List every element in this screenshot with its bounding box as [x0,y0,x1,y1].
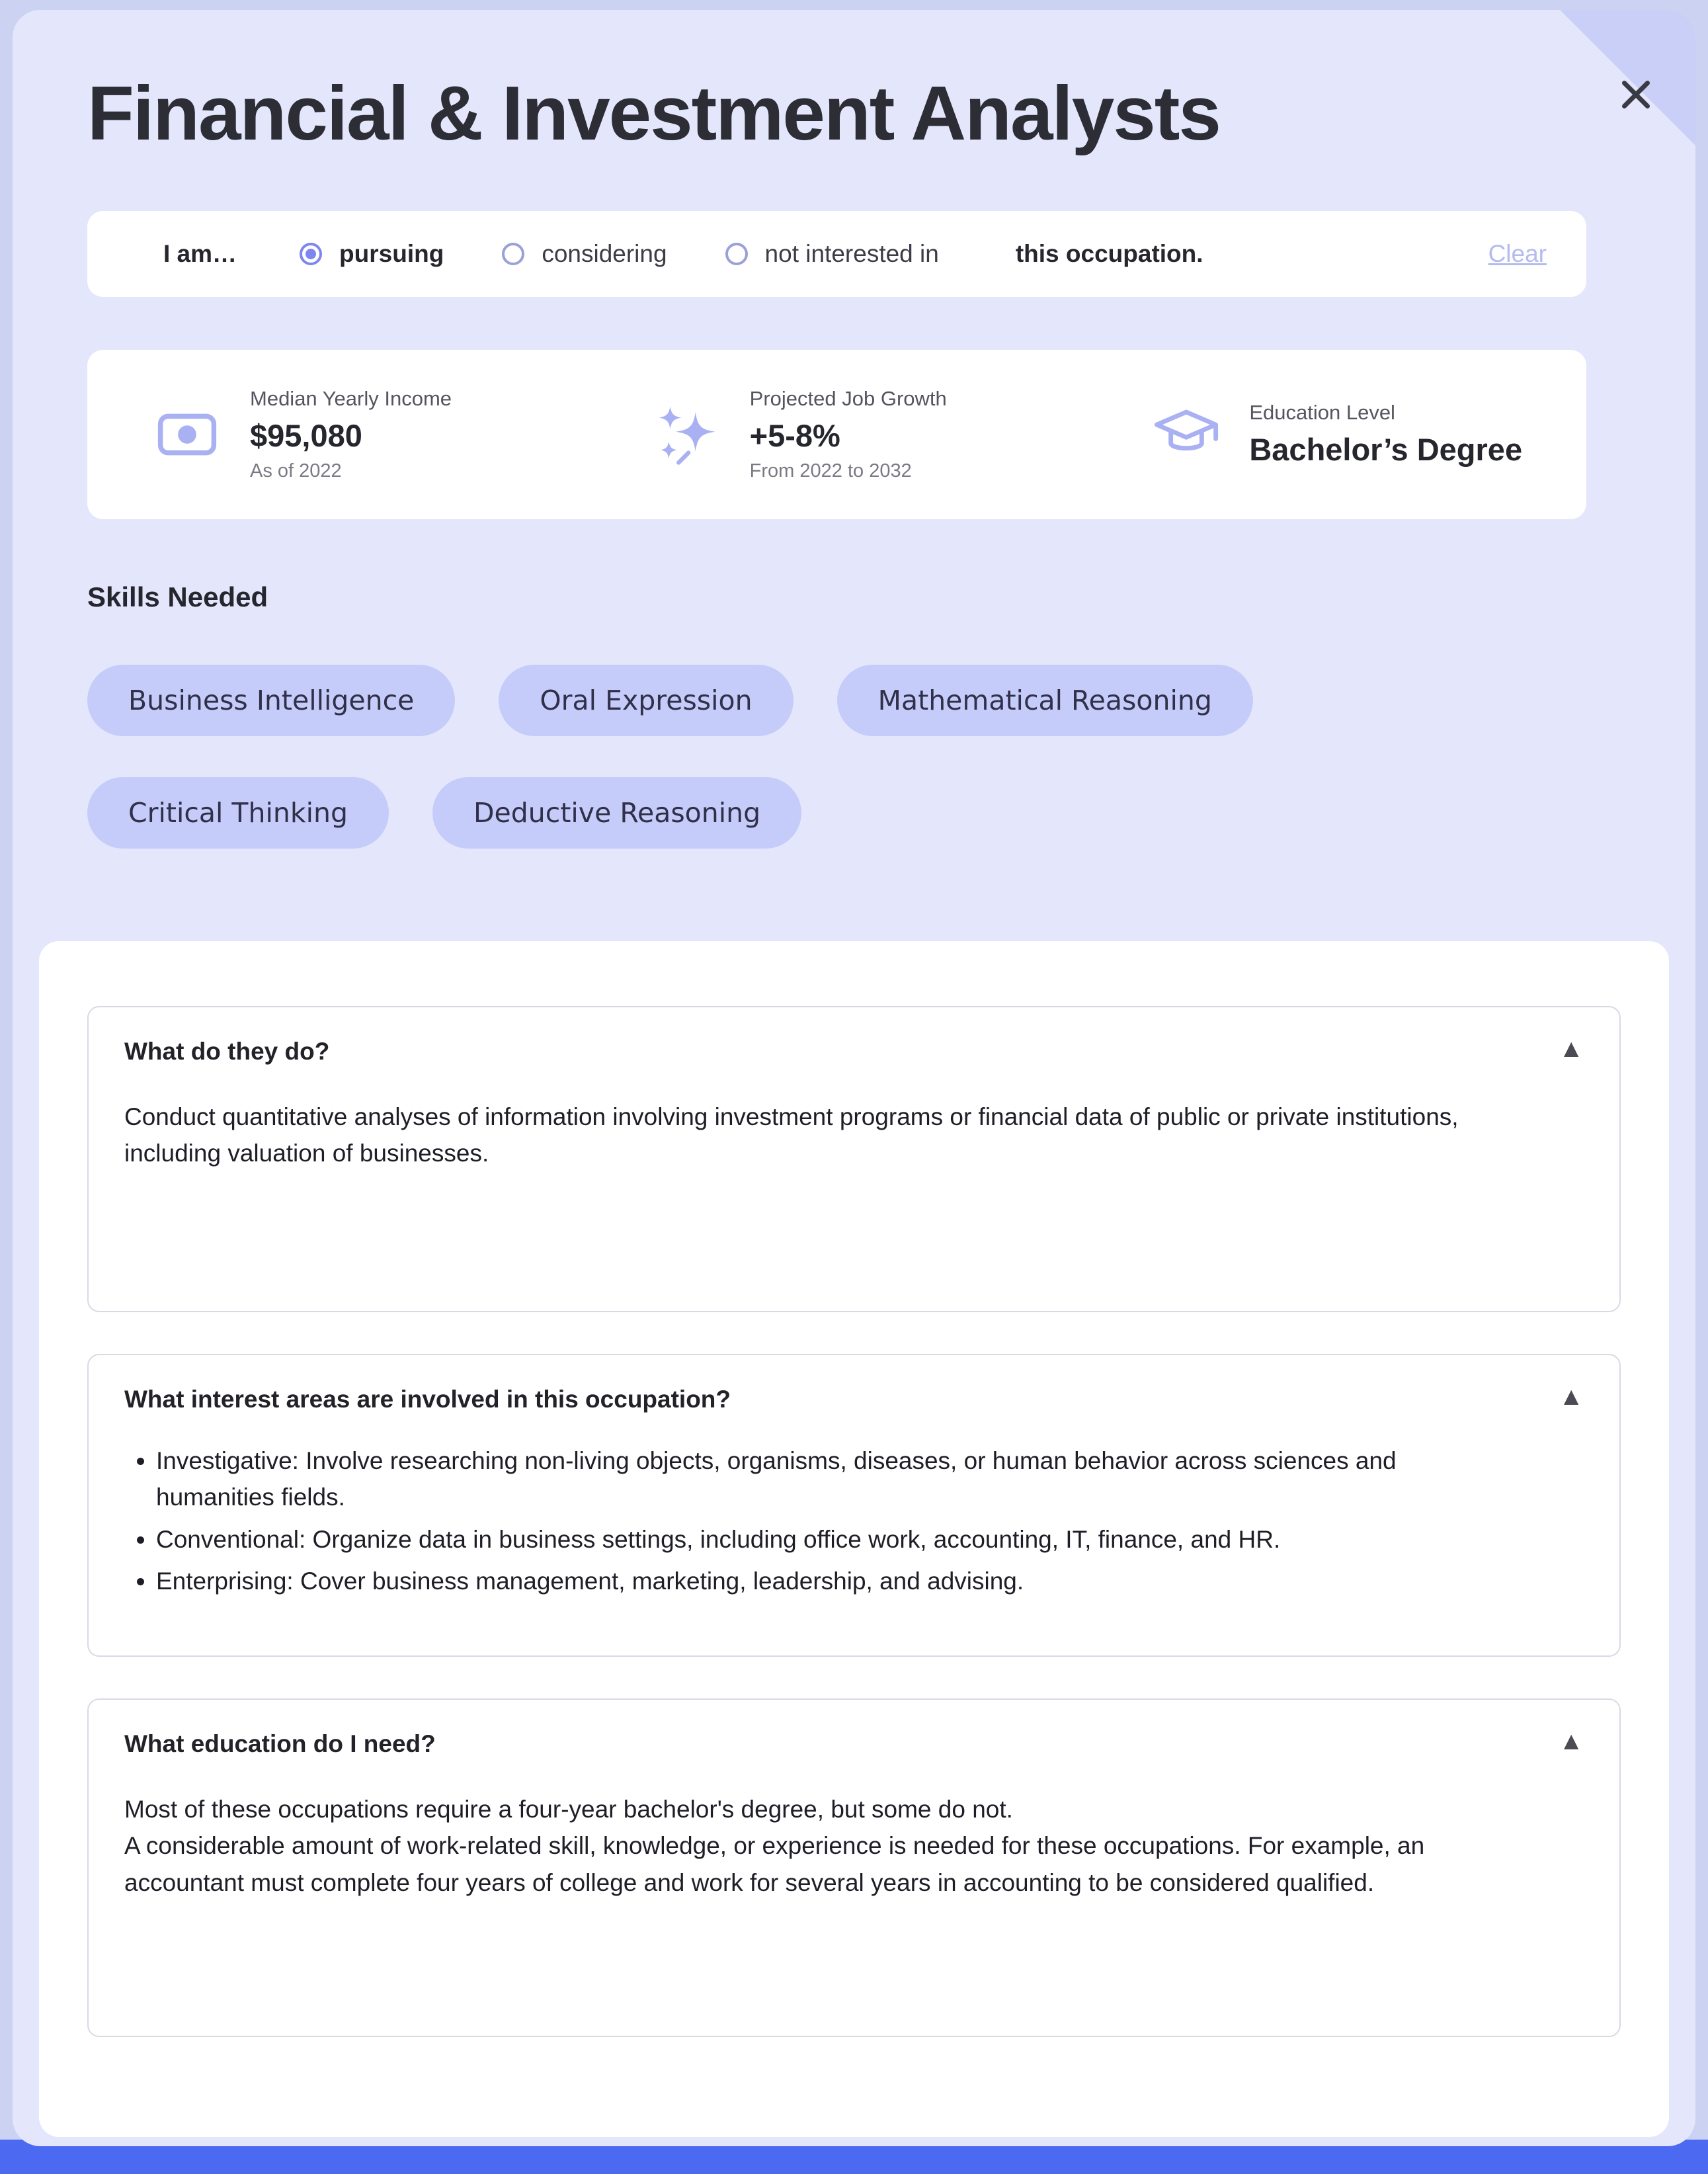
radio-option-considering[interactable] [502,240,667,268]
stat-text [750,387,947,482]
collapse-icon: ▲ [1559,1727,1584,1755]
skill-pill: Deductive Reasoning [432,777,801,849]
graduation-cap-icon [1153,401,1220,468]
interest-selector-bar [87,211,1586,297]
radio-unselected-icon [725,243,748,265]
stat-value: $95,080 [250,417,362,453]
interest-prefix: I am… [163,239,237,267]
section-what-do-they-do [87,1006,1621,1312]
occupation-detail-modal [13,10,1695,2146]
collapse-icon: ▲ [1559,1382,1584,1411]
stats-card [87,350,1586,519]
skills-list-row-2 [87,777,1586,849]
skill-pill: Mathematical Reasoning [837,665,1253,736]
section-paragraph: Most of these occupations require a four-year bachelor's degree, but some do not. [124,1795,1013,1823]
radio-option-label: pursuing [339,239,444,267]
clear-link[interactable]: Clear [1488,239,1547,267]
section-heading: What do they do? [124,1037,330,1065]
close-button[interactable] [1617,76,1654,113]
details-panel [39,941,1669,2137]
skills-heading: Skills Needed [87,581,268,612]
section-bullet-list [124,1442,1493,1600]
section-paragraphs [124,1791,1493,1902]
skill-pill: Critical Thinking [87,777,389,849]
interest-suffix: this occupation. [1015,239,1203,267]
section-header [124,1727,1584,1758]
stat-label: Education Level [1249,401,1395,425]
section-education-needed [87,1698,1621,2037]
skill-pill: Business Intelligence [87,665,455,736]
collapse-button[interactable] [1559,1384,1584,1409]
stat-label: Projected Job Growth [749,386,947,410]
stat-text [250,387,452,482]
section-header [124,1034,1584,1066]
radio-option-not-interested[interactable] [725,240,939,268]
stat-sub: From 2022 to 2032 [749,460,912,481]
section-header [124,1382,1584,1413]
bullet-item: • Conventional: Organize data in business settings, including office work, accounting, IT, finance, and HR. [156,1521,1493,1558]
section-heading: What interest areas are involved in this occupation? [124,1385,731,1413]
section-paragraph: A considerable amount of work-related skill, knowledge, or experience is needed for these occupations. For example, an accountant must complete four years of college and work for several years in accounting to be considered qualified. [124,1832,1425,1896]
money-icon [153,401,221,468]
close-icon [1617,76,1654,113]
radio-option-label: not interested in [764,239,939,267]
radio-option-pursuing[interactable] [300,240,444,268]
stat-value: +5-8% [749,417,840,453]
section-paragraph: Conduct quantitative analyses of information involving investment programs or financial data of public or private institutions, including valuation of businesses. [124,1103,1459,1167]
bullet-item: • Investigative: Involve researching non-living objects, organisms, diseases, or human behavior across sciences and humanities fields. [156,1442,1493,1516]
section-heading: What education do I need? [124,1730,436,1757]
collapse-button[interactable] [1559,1729,1584,1754]
radio-option-label: considering [542,239,667,267]
sparkles-icon [653,401,721,468]
stat-sub: As of 2022 [250,460,342,481]
occupation-title: Financial & Investment Analysts [87,70,1220,156]
collapse-icon: ▲ [1559,1034,1584,1063]
radio-unselected-icon [502,243,524,265]
radio-selected-icon [300,243,322,265]
bullet-item: • Enterprising: Cover business management, marketing, leadership, and advising. [156,1563,1493,1600]
stat-text [1249,401,1522,468]
stat-value: Bachelor’s Degree [1249,432,1523,468]
stat-label: Median Yearly Income [250,386,452,410]
section-interest-areas [87,1354,1621,1657]
collapse-button[interactable] [1559,1036,1584,1062]
stat-median-income [87,387,587,482]
skills-list-row-1 [87,665,1586,736]
stat-education-level [1086,401,1586,468]
skill-pill: Oral Expression [499,665,793,736]
stat-job-growth [587,387,1087,482]
